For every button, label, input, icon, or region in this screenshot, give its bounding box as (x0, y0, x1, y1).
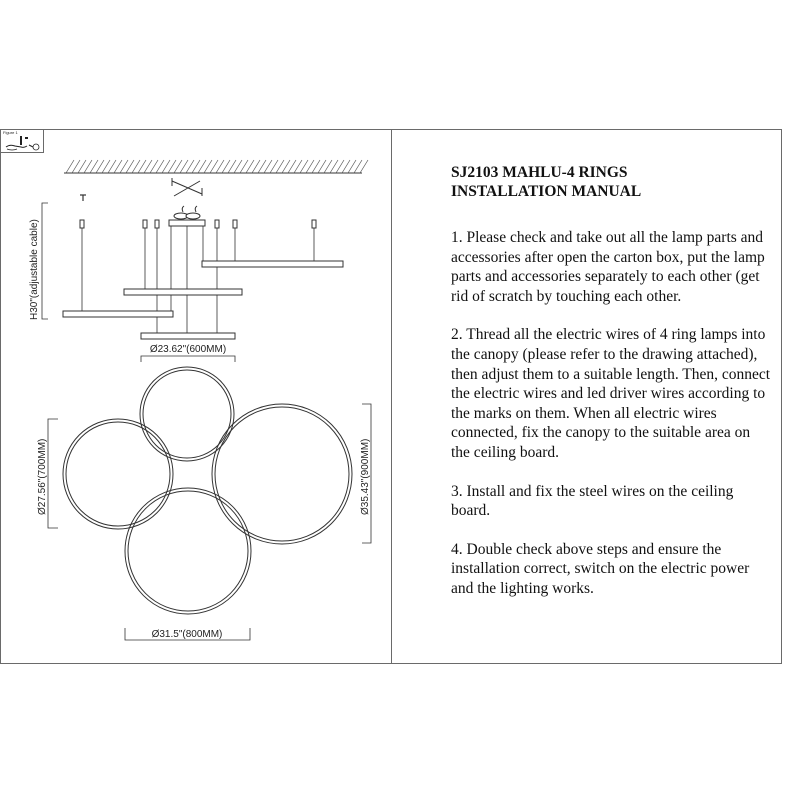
height-label: H30"(adjustable cable) (29, 219, 40, 320)
ring-bars (63, 261, 343, 339)
ceiling-hatch (64, 160, 368, 173)
bottom-ring-label: Ø31.5"(800MM) (151, 629, 223, 640)
ring-bar-top (202, 261, 343, 267)
ring-bar-lower-mid (63, 311, 173, 317)
step-1: 1. Please check and take out all the lamp parts and accessories after open the carton box, put the lamp parts and accessories separately to each other (get rid of scratch by touching each other. (451, 229, 765, 305)
step-3: 3. Install and fix the steel wires on the ceiling board. (451, 482, 734, 520)
manual-title-line-1: SJ2103 MAHLU-4 RINGS (451, 164, 628, 181)
ring-bar-bottom (141, 333, 235, 339)
width-label: Ø23.62"(600MM) (149, 344, 227, 355)
manual-title (451, 163, 771, 201)
installation-drawing (0, 0, 392, 800)
height-dimension (42, 203, 48, 319)
ring-bar-upper-mid (124, 289, 242, 295)
ring-top (140, 367, 234, 461)
step-4: 4. Double check above steps and ensure the installation correct, switch on the electric power and the lighting works. (451, 540, 750, 597)
top-view-rings (63, 367, 352, 614)
anchor-icon (80, 195, 86, 201)
mounting-bracket-icon (172, 178, 202, 196)
figure-label: Figure 1 (3, 130, 18, 135)
left-ring-dimension (48, 419, 58, 528)
width-dimension (141, 356, 235, 362)
canopy (169, 206, 205, 226)
ring-bottom (125, 488, 251, 614)
ring-left (63, 419, 173, 529)
installation-manual (451, 163, 771, 618)
step-2: 2. Thread all the electric wires of 4 ring lamps into the canopy (please refer to the drawing attached), then adjust them to a suitable length. Then, connect the electric wires and led driver wires according to the marks on them. When all electric wires connected, fix the canopy to the suitable area on the ceiling board. (451, 326, 771, 461)
left-ring-label: Ø27.56"(700MM) (37, 438, 48, 515)
right-ring-label: Ø35.43"(900MM) (360, 438, 371, 515)
manual-title-line-2: INSTALLATION MANUAL (451, 183, 642, 200)
